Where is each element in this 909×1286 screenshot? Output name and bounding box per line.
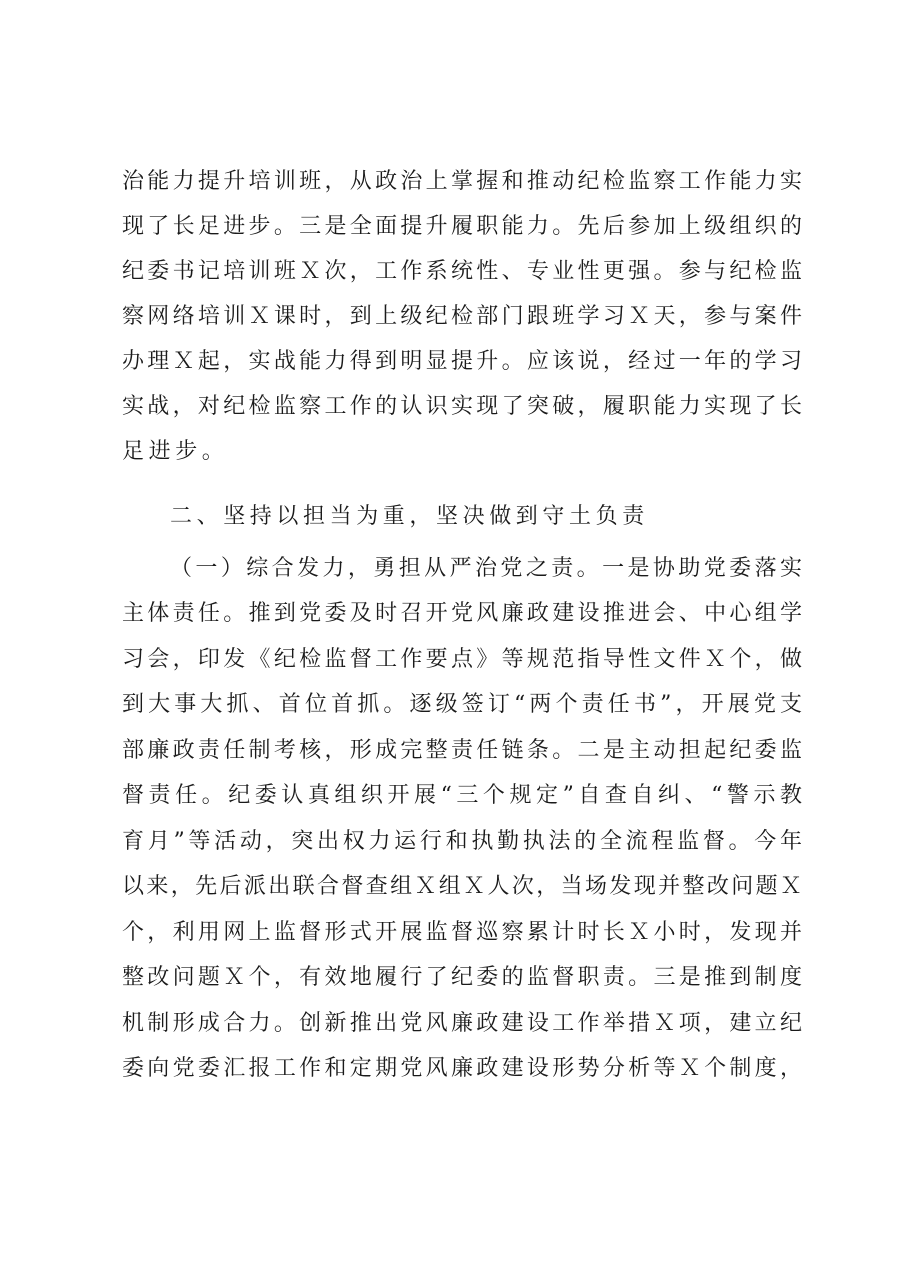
paragraph-line: 机制形成合力。创新推出党风廉政建设工作举措Ｘ项，建立纪 [122,1011,802,1036]
paragraph-line: 主体责任。推到党委及时召开党风廉政建设推进会、中心组学 [122,601,802,626]
paragraph-line: 现了长足进步。三是全面提升履职能力。先后参加上级组织的 [122,214,802,239]
paragraph-line: 育月”等活动，突出权力运行和执勤执法的全流程监督。今年 [122,829,802,854]
paragraph-line: 整改问题Ｘ个，有效地履行了纪委的监督职责。三是推到制度 [122,965,802,990]
paragraph-line: 督责任。纪委认真组织开展“三个规定”自查自纠、“警示教 [122,783,802,808]
paragraph-line: 习会，印发《纪检监督工作要点》等规范指导性文件Ｘ个，做 [122,647,802,672]
paragraph-line: 部廉政责任制考核，形成完整责任链条。二是主动担起纪委监 [122,738,802,763]
paragraph-line: 足进步。 [122,439,229,464]
paragraph-line: 委向党委汇报工作和定期党风廉政建设形势分析等Ｘ个制度， [122,1056,802,1081]
paragraph-line: 以来，先后派出联合督查组Ｘ组Ｘ人次，当场发现并整改问题Ｘ [122,874,802,899]
paragraph-line: 察网络培训Ｘ课时，到上级纪检部门跟班学习Ｘ天，参与案件 [122,304,802,329]
paragraph-line: 治能力提升培训班，从政治上掌握和推动纪检监察工作能力实 [122,169,802,194]
paragraph-line: 办理Ｘ起，实战能力得到明显提升。应该说，经过一年的学习 [122,349,802,374]
paragraph-line: 纪委书记培训班Ｘ次，工作系统性、专业性更强。参与纪检监 [122,259,802,284]
paragraph-line: 到大事大抓、首位首抓。逐级签订“两个责任书”，开展党支 [122,692,802,717]
section-heading: 二、坚持以担当为重，坚决做到守土负责 [170,504,649,529]
paragraph-line: 个，利用网上监督形式开展监督巡察累计时长Ｘ小时，发现并 [122,920,802,945]
paragraph-line: （一）综合发力，勇担从严治党之责。一是协助党委落实 [170,556,802,581]
paragraph-line: 实战，对纪检监察工作的认识实现了突破，履职能力实现了长 [122,394,802,419]
